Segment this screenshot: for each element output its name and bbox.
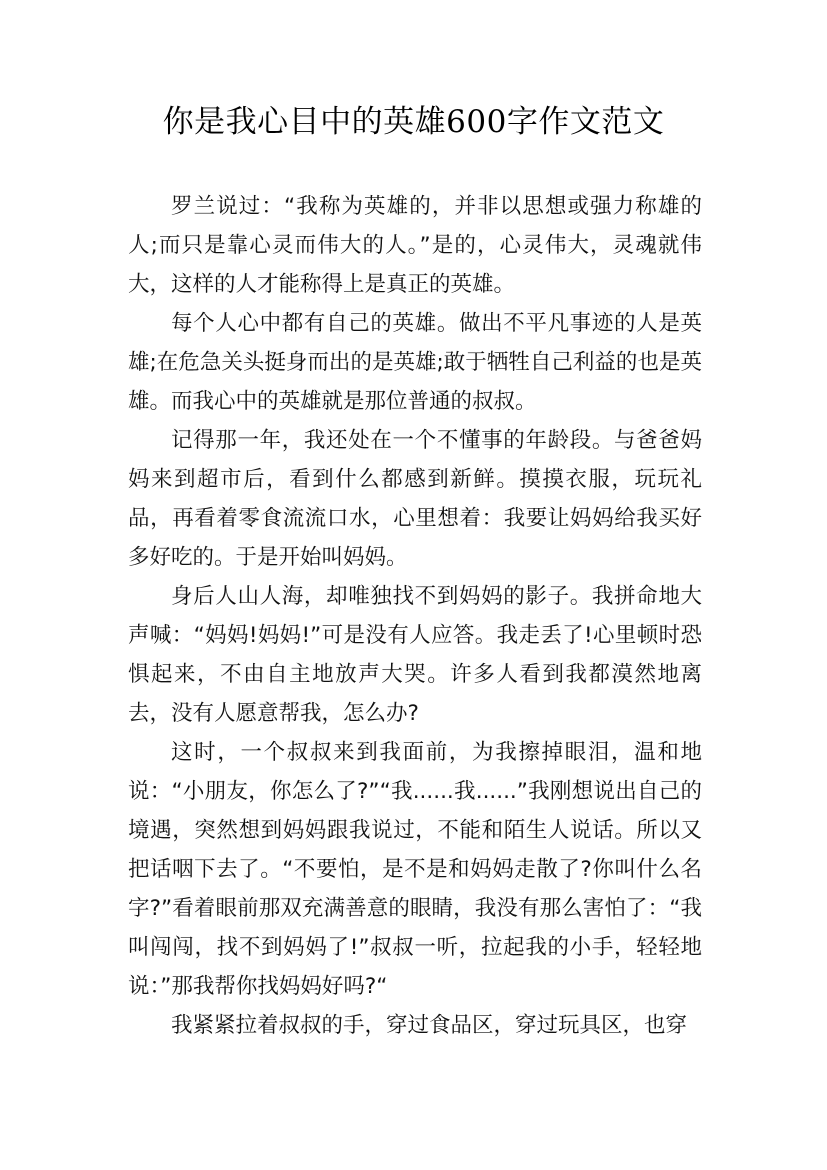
paragraph-2: 每个人心中都有自己的英雄。做出不平凡事迹的人是英雄;在危急关头挺身而出的是英雄;敢于牺牲自己利益的也是英雄。而我心中的英雄就是那位普通的叔叔。 [128, 311, 702, 414]
paragraph-5: 这时，一个叔叔来到我面前，为我擦掉眼泪，温和地说：“小朋友，你怎么了?”“我......我......”我刚想说出自己的境遇，突然想到妈妈跟我说过，不能和陌生人说话。所以又把话咽下去了。“不要怕，是不是和妈妈走散了?你叫什么名字?”看着眼前那双充满善意的眼睛，我没有那么害怕了：“我叫闯闯，找不到妈妈了!”叔叔一听，拉起我的小手，轻轻地说：”那我帮你找妈妈好吗?“ [128, 740, 702, 999]
paragraph-4: 身后人山人海，却唯独找不到妈妈的影子。我拼命地大声喊：“妈妈!妈妈!”可是没有人应答。我走丢了!心里顿时恐惧起来，不由自主地放声大哭。许多人看到我都漠然地离去，没有人愿意帮我，怎么办? [128, 584, 702, 726]
document-body [128, 187, 702, 1045]
paragraph-3: 记得那一年，我还处在一个不懂事的年龄段。与爸爸妈妈来到超市后，看到什么都感到新鲜。摸摸衣服，玩玩礼品，再看着零食流流口水，心里想着：我要让妈妈给我买好多好吃的。于是开始叫妈妈。 [128, 428, 702, 570]
paragraph-6: 我紧紧拉着叔叔的手，穿过食品区，穿过玩具区，也穿 [171, 1013, 688, 1038]
document-title: 你是我心目中的英雄600字作文范文 [162, 104, 665, 140]
paragraph-1: 罗兰说过：“我称为英雄的，并非以思想或强力称雄的人;而只是靠心灵而伟大的人。”是的，心灵伟大，灵魂就伟大，这样的人才能称得上是真正的英雄。 [128, 194, 702, 297]
